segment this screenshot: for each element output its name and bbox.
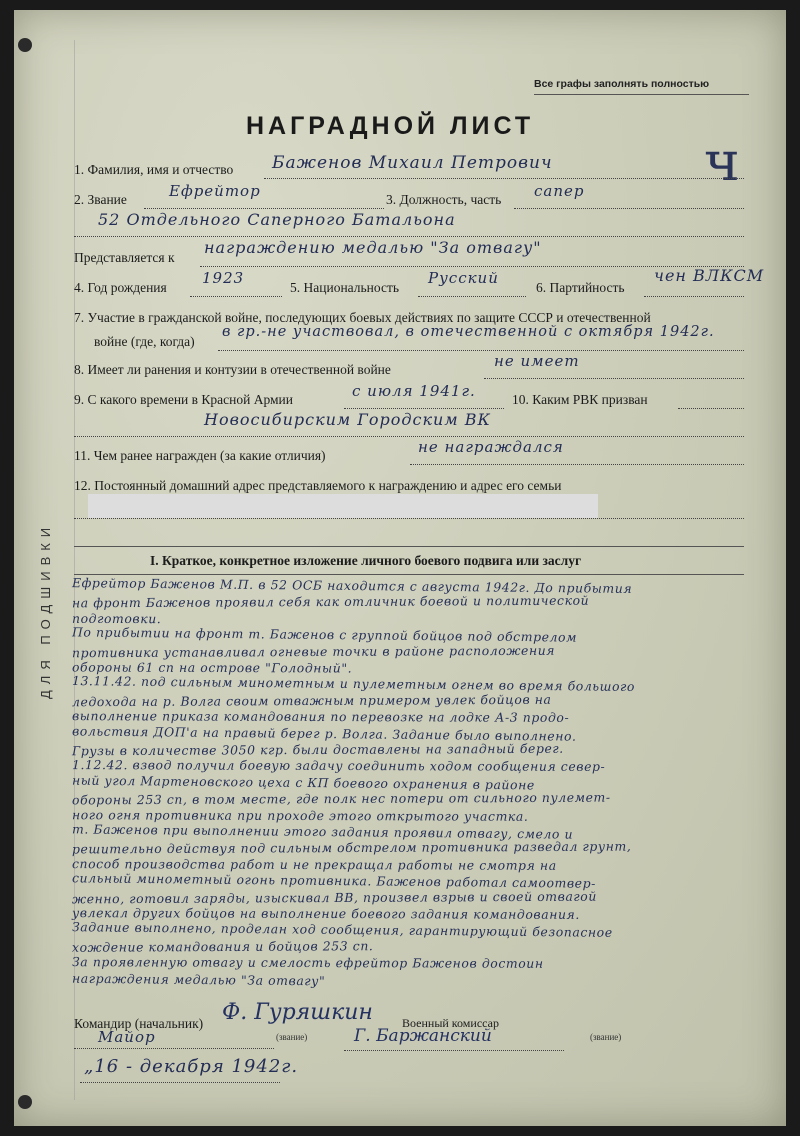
deed-text-line: подготовки. (71, 610, 162, 626)
punch-hole (18, 38, 32, 52)
section-rule-top (74, 546, 744, 547)
deed-text-line: решительно действуя под сильным обстрелом противника разведал грунт, (71, 838, 632, 857)
dotted-line (74, 1048, 274, 1049)
unit-value: 52 Отдельного Саперного Батальона (98, 210, 456, 229)
deed-text-line: 1.12.42. взвод получил боевую задачу соединить ходом сообщения север- (71, 757, 606, 775)
deed-text-line: вольствия ДОП'а на правый берег р. Волга. Задание было выполнено. (71, 722, 577, 744)
deed-text-line: награждения медалью "За отвагу" (71, 970, 326, 988)
rank-caption-1: (звание) (276, 1032, 308, 1042)
deed-text-line: 13.11.42. под сильным минометным и пулеметным огнем во время большого (71, 673, 636, 695)
field-10-value: Новосибирским Городским ВК (204, 410, 491, 429)
field-11-value: не награждался (418, 438, 564, 456)
commissar-signature: Г. Баржанский (354, 1026, 492, 1046)
field-4-label: 4. Год рождения (74, 280, 167, 295)
dotted-line (80, 1082, 280, 1083)
field-3-label: 3. Должность, часть (386, 192, 502, 207)
deed-text-line: ный угол Мартеновского цеха с КП боевого охранения в районе (71, 772, 535, 793)
dotted-line (410, 464, 744, 465)
deed-text-line: обороны 253 сп, в том месте, где полк нес потери от сильного пулемет- (71, 789, 611, 808)
rule (534, 94, 749, 95)
dotted-line (678, 408, 744, 409)
field-10-label: 10. Каким РВК призван (512, 392, 648, 407)
deed-text-line: Ефрейтор Баженов М.П. в 52 ОСБ находится с августа 1942г. До прибытия (71, 575, 633, 596)
field-3-value: сапер (534, 182, 585, 200)
field-6-value: чен ВЛКСМ (654, 266, 765, 285)
handwritten-mark: ч (704, 130, 741, 193)
date-month: декабря (139, 1056, 225, 1077)
dotted-line (344, 1050, 564, 1051)
dotted-line (484, 378, 744, 379)
rank-caption-2: (звание) (590, 1032, 622, 1042)
field-6-label: 6. Партийность (536, 280, 625, 295)
field-8-value: не имеет (494, 352, 580, 370)
deed-text-line: увлекал других бойцов на выполнение боевого задания командования. (71, 905, 580, 922)
field-12-label: 12. Постоянный домашний адрес представляемого к награждению и адрес его семьи (74, 478, 562, 493)
dotted-line (514, 208, 744, 209)
deed-text-line: Грузы в количестве 3050 кгр. были доставлены на западный берег. (71, 740, 564, 759)
field-4-value: 1923 (202, 269, 245, 287)
commander-rank: Майор (98, 1028, 156, 1046)
field-11-label: 11. Чем ранее награжден (за какие отличия) (74, 448, 326, 463)
punch-hole (18, 1095, 32, 1109)
deed-text-line: способ производства работ и не прекращал работы не смотря на (71, 855, 557, 873)
dotted-line (144, 208, 384, 209)
deed-text-line: ледохода на р. Волга своим отважным примером увлек бойцов на (71, 691, 552, 710)
field-5-value: Русский (428, 269, 499, 287)
fill-instruction: Все графы заполнять полностью (534, 78, 710, 90)
field-2-value: Ефрейтор (169, 182, 261, 200)
field-2-label: 2. Звание (74, 192, 127, 207)
dotted-line (644, 296, 744, 297)
field-1-label: 1. Фамилия, имя и отчество (74, 162, 234, 177)
document-title: НАГРАДНОЙ ЛИСТ (246, 112, 535, 140)
deed-text-line: ного огня противника при проходе этого открытого участка. (71, 806, 529, 824)
field-7-label-2: войне (где, когда) (94, 334, 195, 349)
deed-text-line: За проявленную отвагу и смелость ефрейтор Баженов достоин (71, 954, 544, 972)
commander-label: Командир (начальник) (74, 1016, 204, 1031)
deed-text-line: на фронт Баженов проявил себя как отличник боевой и политической (71, 593, 590, 611)
commander-signature: Ф. Гуряшкин (222, 1000, 373, 1025)
section-rule-bottom (74, 574, 744, 575)
dotted-line (218, 350, 744, 351)
dotted-line (74, 518, 744, 519)
side-label: ДЛЯ ПОДШИВКИ (38, 521, 53, 699)
award-sheet (14, 10, 786, 1126)
deed-text-line: сильный минометный огонь противника. Баженов работал самоотвер- (71, 870, 597, 891)
redacted-address (88, 494, 598, 518)
field-9-label: 9. С какого времени в Красной Армии (74, 392, 293, 407)
deed-text-line: выполнение приказа командования по перевозке на лодке А-3 продо- (71, 708, 570, 726)
field-9-value: с июля 1941г. (352, 382, 476, 400)
field-7-label-1: 7. Участие в гражданской войне, последующих боевых действиях по защите СССР и отечественной (74, 310, 651, 325)
field-1-value: Баженов Михаил Петрович (272, 153, 553, 173)
field-7-value: в гр.-не участвовал, в отечественной с октября 1942г. (222, 324, 715, 340)
dotted-line (74, 436, 744, 437)
deed-text-line: т. Баженов при выполнении этого задания проявил отвагу, смело и (71, 821, 574, 842)
dotted-line (418, 296, 526, 297)
deed-text-line: обороны 61 сп на острове "Голодный". (71, 659, 353, 676)
deed-text-line: женно, готовил заряды, изыскивал ВВ, произвел взрыв и своей отвагой (71, 888, 597, 906)
dotted-line (74, 236, 744, 237)
date-day: 16 (94, 1056, 120, 1077)
deed-text-line: хождение командования и бойцов 253 сп. (71, 938, 374, 955)
deed-text-line: Задание выполнено, проделан ход сообщения, гарантирующий безопасное (71, 919, 613, 941)
presented-label: Представляется к (74, 250, 175, 265)
dotted-line (344, 408, 504, 409)
date-line: „16 - декабря 1942г. (84, 1056, 299, 1077)
field-5-label: 5. Национальность (290, 280, 400, 295)
field-8-label: 8. Имеет ли ранения и контузии в отечественной войне (74, 362, 391, 377)
dotted-line (264, 178, 744, 179)
presented-value: награждению медалью "За отвагу" (204, 238, 542, 257)
date-year: 1942г. (231, 1056, 299, 1077)
commissar-label: Военный комиссар (402, 1016, 499, 1030)
deed-text-line: По прибытии на фронт т. Баженов с группой бойцов под обстрелом (71, 624, 578, 645)
dotted-line (190, 296, 282, 297)
deed-text-line: противника устанавливал огневые точки в районе расположения (71, 642, 556, 660)
section-title: I. Краткое, конкретное изложение личного боевого подвига или заслуг (150, 553, 582, 568)
date-prefix: „ (84, 1056, 95, 1077)
